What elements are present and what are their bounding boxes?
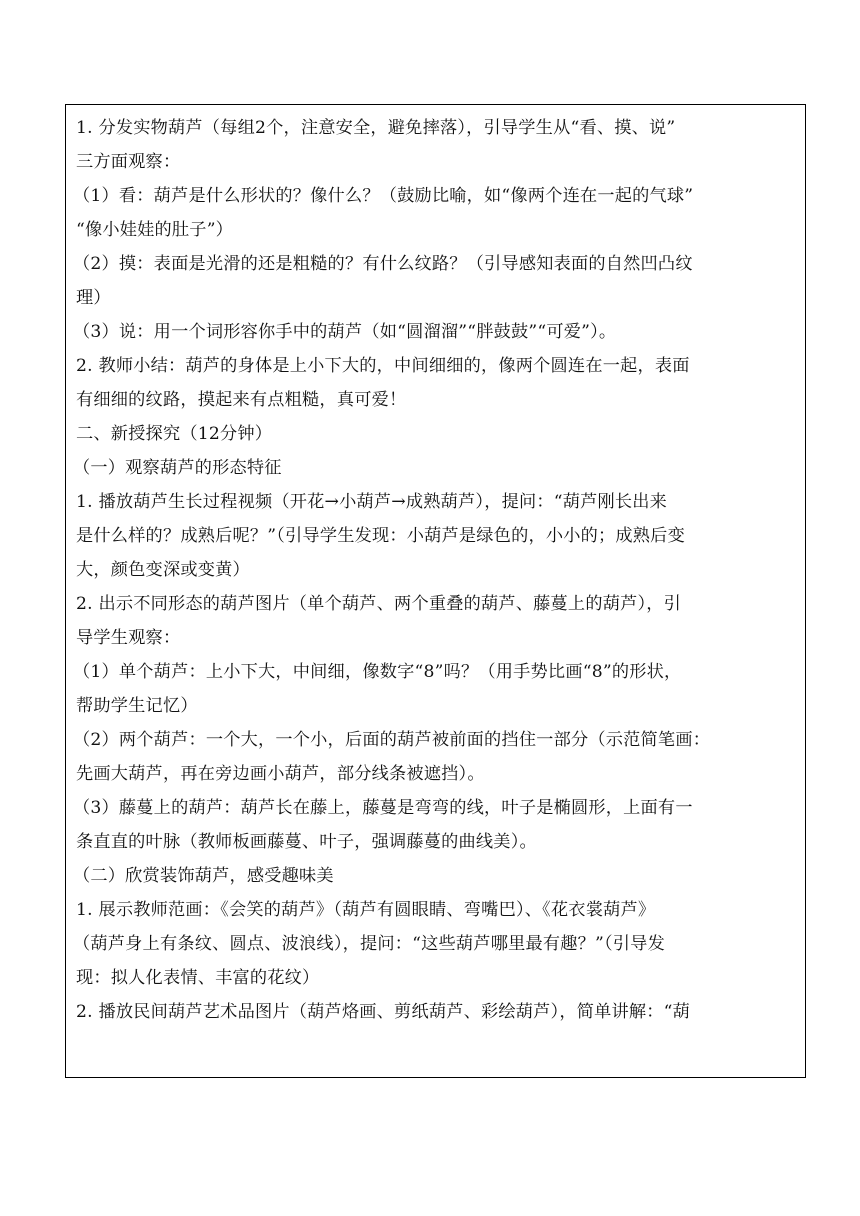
text-line: “像小娃娃的肚子”） (76, 220, 234, 240)
text-line: 2. 播放民间葫芦艺术品图片（葫芦烙画、剪纸葫芦、彩绘葫芦），简单讲解：“葫 (76, 1002, 691, 1022)
text-line: 帮助学生记忆） (76, 696, 198, 716)
lesson-plan-table-cell (65, 104, 806, 1078)
text-line: 理） (76, 288, 111, 308)
text-line: （葫芦身上有条纹、圆点、波浪线），提问：“这些葫芦哪里最有趣？”（引导发 (73, 934, 665, 954)
text-line: 大，颜色变深或变黄） (76, 560, 250, 580)
text-line: 1. 播放葫芦生长过程视频（开花→小葫芦→成熟葫芦），提问：“葫芦刚长出来 (76, 492, 668, 512)
subsection-heading: （一）观察葫芦的形态特征 (73, 458, 282, 478)
text-line: 先画大葫芦，再在旁边画小葫芦，部分线条被遮挡）。 (76, 764, 485, 784)
text-line: 1. 展示教师范画：《会笑的葫芦》（葫芦有圆眼睛、弯嘴巴）、《花衣裳葫芦》 (76, 900, 656, 920)
text-line: （2）摸：表面是光滑的还是粗糙的？有什么纹路？（引导感知表面的自然凹凸纹 (73, 254, 693, 274)
text-line: （3）说：用一个词形容你手中的葫芦（如“圆溜溜”“胖鼓鼓”“可爱”）。 (73, 322, 617, 342)
text-line: 是什么样的？成熟后呢？”（引导学生发现：小葫芦是绿色的，小小的；成熟后变 (76, 526, 685, 546)
section-heading: 二、新授探究（12分钟） (76, 424, 273, 444)
text-line: 条直直的叶脉（教师板画藤蔓、叶子，强调藤蔓的曲线美）。 (76, 832, 537, 852)
text-line: 三方面观察： (76, 152, 181, 172)
text-line: （1）看：葫芦是什么形状的？像什么？（鼓励比喻，如“像两个连在一起的气球” (73, 186, 694, 206)
text-line: 1. 分发实物葫芦（每组2个，注意安全，避免摔落），引导学生从“看、摸、说” (76, 118, 676, 138)
text-line: （2）两个葫芦：一个大，一个小，后面的葫芦被前面的挡住一部分（示范简笔画： (73, 730, 711, 750)
text-line: 现：拟人化表情、丰富的花纹） (76, 968, 320, 988)
text-line: 有细细的纹路，摸起来有点粗糙，真可爱！ (76, 390, 407, 410)
text-line: 2. 出示不同形态的葫芦图片（单个葫芦、两个重叠的葫芦、藤蔓上的葫芦），引 (76, 594, 682, 614)
text-line: 导学生观察： (76, 628, 181, 648)
subsection-heading: （二）欣赏装饰葫芦，感受趣味美 (73, 866, 334, 886)
text-line: 2. 教师小结：葫芦的身体是上小下大的，中间细细的，像两个圆连在一起，表面 (76, 356, 690, 376)
text-line: （1）单个葫芦：上小下大，中间细，像数字“8”吗？（用手势比画“8”的形状， (73, 662, 682, 682)
text-line: （3）藤蔓上的葫芦：葫芦长在藤上，藤蔓是弯弯的线，叶子是椭圆形，上面有一 (73, 798, 693, 818)
